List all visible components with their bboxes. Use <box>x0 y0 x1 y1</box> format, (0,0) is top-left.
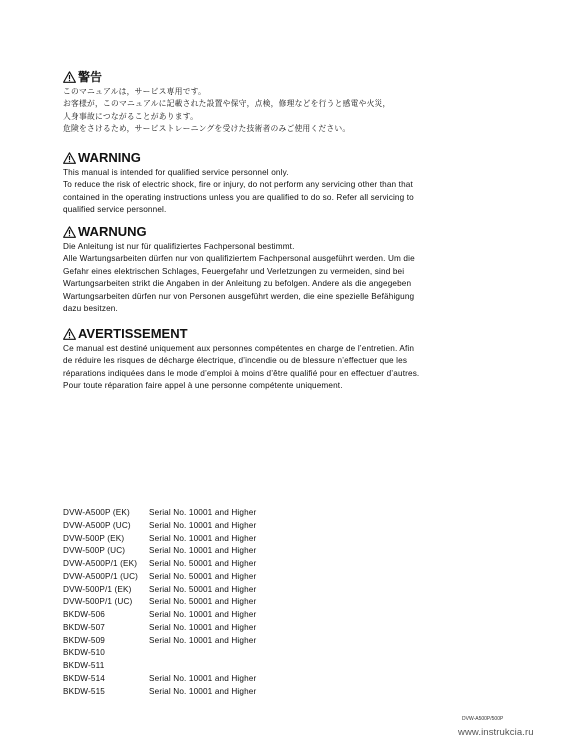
serial-range: Serial No. 10001 and Higher <box>149 622 257 632</box>
serial-range: Serial No. 50001 and Higher <box>149 584 257 594</box>
serial-range: Serial No. 10001 and Higher <box>149 673 257 683</box>
text-line: 人身事故につながることがあります。 <box>63 111 199 121</box>
warning-triangle-icon <box>63 226 76 238</box>
text-line: This manual is intended for qualified service personnel only. <box>63 168 289 177</box>
site-watermark: www.instrukcia.ru <box>458 727 534 738</box>
table-row <box>63 571 256 584</box>
text-line: contained in the operating instructions unless you are qualified to do so. Refer all servicing to <box>63 192 414 202</box>
text-line: Gefahr eines elektrischen Schlages, Feuergefahr und Verletzungen zu vermeiden, sind bei <box>63 266 405 276</box>
serial-range: Serial No. 10001 and Higher <box>149 546 257 556</box>
serial-range: Serial No. 50001 and Higher <box>149 597 257 607</box>
model-name: BKDW-507 <box>63 622 106 632</box>
serial-range: Serial No. 10001 and Higher <box>149 520 257 530</box>
warning-triangle-icon <box>63 71 76 83</box>
text-line: Pour toute réparation faire appel à une personne compétente uniquement. <box>63 381 343 391</box>
text-line: réparations indiquées dans le mode d’emploi à moins d’être qualifié pour en effectuer d’autres. <box>63 368 420 378</box>
warning-section-german <box>63 225 503 315</box>
table-row <box>63 545 256 558</box>
model-name: DVW-500P/1 (UC) <box>63 597 133 607</box>
text-line: To reduce the risk of electric shock, fire or injury, do not perform any servicing other than that <box>63 180 413 190</box>
text-line: qualified service personnel. <box>63 205 167 215</box>
text-line: Ce manual est destiné uniquement aux personnes compétentes en charge de l’entretien. Afin <box>63 344 415 353</box>
serial-range: Serial No. 10001 and Higher <box>149 508 257 517</box>
text-line: お客様が，このマニュアルに記載された設置や保守，点検，修理などを行うと感電や火災， <box>63 99 391 109</box>
table-row <box>63 584 256 597</box>
model-name: DVW-A500P (UC) <box>63 520 131 530</box>
model-name: BKDW-511 <box>63 661 105 670</box>
serial-range: Serial No. 10001 and Higher <box>149 635 257 645</box>
serial-range: Serial No. 50001 and Higher <box>149 559 257 568</box>
table-row <box>63 622 256 635</box>
table-row <box>63 686 256 699</box>
text-line: Wartungsarbeiten dürfen nur von Personen ausgeführt werden, die eine spezielle Befähigung <box>63 291 415 301</box>
text-line: 危険をさけるため，サービストレーニングを受けた技術者のみご使用ください。 <box>63 124 351 134</box>
table-row <box>63 520 256 533</box>
model-name: BKDW-509 <box>63 635 106 645</box>
serial-range: Serial No. 10001 and Higher <box>149 533 257 543</box>
model-name: BKDW-514 <box>63 673 106 683</box>
warning-section-japanese <box>63 70 503 136</box>
model-name: BKDW-515 <box>63 686 106 696</box>
section-heading <box>63 151 503 165</box>
document-code: DVW-A500P/500P <box>462 716 504 722</box>
table-row <box>63 609 256 622</box>
model-name: DVW-500P (EK) <box>63 533 125 543</box>
model-name: DVW-500P/1 (EK) <box>63 584 132 594</box>
serial-range: Serial No. 50001 and Higher <box>149 571 257 581</box>
model-name: DVW-500P (UC) <box>63 546 126 556</box>
model-name: DVW-A500P/1 (EK) <box>63 559 138 568</box>
text-line: Die Anleitung ist nur für qualifiziertes Fachpersonal bestimmt. <box>63 242 295 251</box>
table-row <box>63 660 256 673</box>
table-row <box>63 673 256 686</box>
warning-triangle-icon <box>63 328 76 340</box>
section-title: 警告 <box>78 70 103 84</box>
text-line: このマニュアルは，サービス専用です。 <box>63 87 207 96</box>
table-row <box>63 596 256 609</box>
table-row <box>63 647 256 660</box>
text-line: Alle Wartungsarbeiten dürfen nur von qualifiziertem Fachpersonal ausgeführt werden. Um die <box>63 254 415 264</box>
model-name: BKDW-510 <box>63 648 106 658</box>
serial-range <box>149 660 256 673</box>
model-name: DVW-A500P (EK) <box>63 508 130 517</box>
section-title: WARNING <box>78 150 141 165</box>
section-title: AVERTISSEMENT <box>78 326 188 341</box>
table-row <box>63 558 256 571</box>
text-line: dazu besitzen. <box>63 303 118 313</box>
section-heading <box>63 327 503 341</box>
table-row <box>63 635 256 648</box>
text-line: Wartungsarbeiten strikt die Angaben in der Anleitung zu befolgen. Andere als die angegeben <box>63 279 412 289</box>
model-name: BKDW-506 <box>63 610 106 619</box>
warning-triangle-icon <box>63 152 76 164</box>
serial-range <box>149 647 256 660</box>
section-title: WARNUNG <box>78 224 147 239</box>
serial-range: Serial No. 10001 and Higher <box>149 686 257 696</box>
section-heading <box>63 70 503 84</box>
model-name: DVW-A500P/1 (UC) <box>63 571 139 581</box>
section-heading <box>63 225 503 239</box>
warning-section-english <box>63 151 503 217</box>
text-line: de réduire les risques de décharge électrique, d’incendie ou de blessure n’effectuer que les <box>63 356 408 366</box>
serial-range: Serial No. 10001 and Higher <box>149 610 257 619</box>
table-row <box>63 533 256 546</box>
warning-section-french <box>63 327 503 393</box>
model-serial-table <box>63 507 256 698</box>
table-row <box>63 507 256 520</box>
